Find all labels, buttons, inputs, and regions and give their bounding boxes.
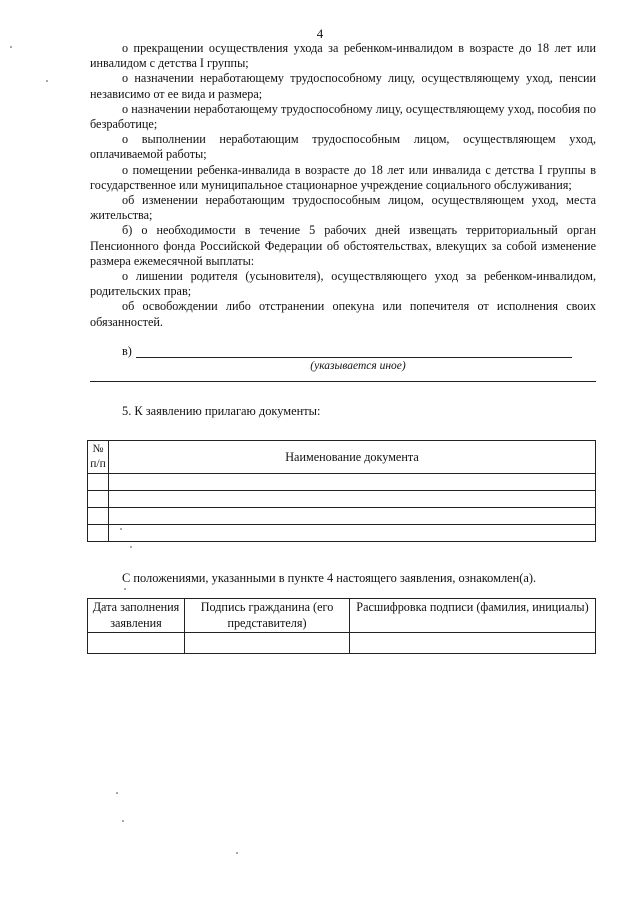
signature-table	[87, 598, 596, 654]
paragraph: о назначении неработающему трудоспособному лицу, осуществляющему уход, пособия по безработице;	[90, 101, 596, 132]
header-signature-decoding: Расшифровка подписи (фамилия, инициалы)	[350, 599, 596, 633]
header-date: Дата заполнения заявления	[88, 599, 185, 633]
scan-speck	[10, 46, 12, 48]
paragraph: об освобождении либо отстранении опекуна или попечителя от исполнения своих обязанностей.	[90, 299, 596, 329]
cell-number[interactable]	[88, 525, 109, 542]
signature-table-row	[88, 633, 596, 654]
page-number: 4	[316, 26, 324, 41]
section-5-title: 5. К заявлению прилагаю документы:	[122, 404, 321, 419]
paragraph: б) о необходимости в течение 5 рабочих дней извещать территориальный орган Пенсионного фонда Российской Федерации об обстоятельствах, влекущих за собой изменение размера ежемесячной выплаты:	[90, 223, 596, 268]
paragraph: о прекращении осуществления ухода за ребенком-инвалидом в возрасте до 18 лет или инвалидом с детства I группы;	[90, 41, 596, 71]
item-v-row	[90, 344, 596, 359]
table-row	[88, 491, 596, 508]
cell-number[interactable]	[88, 491, 109, 508]
item-v-fill-line[interactable]	[136, 357, 572, 358]
cell-document-name[interactable]	[109, 474, 596, 491]
item-v-label: в)	[122, 343, 132, 358]
document-body	[90, 41, 596, 419]
signature-table-header	[88, 599, 596, 633]
table-row	[88, 508, 596, 525]
documents-table-header	[88, 441, 596, 474]
scan-speck	[236, 852, 238, 854]
scan-speck	[116, 792, 118, 794]
cell-signature[interactable]	[185, 633, 350, 654]
table-row	[88, 525, 596, 542]
paragraph: о лишении родителя (усыновителя), осуществляющего уход за ребенком-инвалидом, родительских прав;	[90, 269, 596, 299]
scan-speck	[46, 80, 48, 82]
documents-table	[87, 440, 596, 542]
paragraph: об изменении неработающим трудоспособным лицом, осуществляющем уход, места жительства;	[90, 193, 596, 223]
cell-document-name[interactable]	[109, 508, 596, 525]
scan-speck	[124, 588, 126, 590]
scan-speck	[122, 820, 124, 822]
header-document-name: Наименование документа	[109, 441, 596, 474]
item-v-extra-line[interactable]	[90, 381, 596, 382]
paragraph: о назначении неработающему трудоспособному лицу, осуществляющему уход, пенсии независимо от ее вида и размера;	[90, 71, 596, 101]
scan-speck	[130, 546, 132, 548]
table-row	[88, 474, 596, 491]
scan-speck	[120, 528, 122, 530]
cell-document-name[interactable]	[109, 525, 596, 542]
item-v-hint: (указывается иное)	[310, 359, 406, 372]
cell-number[interactable]	[88, 508, 109, 525]
acknowledgement-text: С положениями, указанными в пункте 4 настоящего заявления, ознакомлен(а).	[122, 571, 537, 585]
header-number: № п/п	[88, 441, 109, 474]
cell-date[interactable]	[88, 633, 185, 654]
cell-document-name[interactable]	[109, 491, 596, 508]
cell-signature-decoding[interactable]	[350, 633, 596, 654]
header-signature: Подпись гражданина (его представителя)	[185, 599, 350, 633]
paragraph: о выполнении неработающим трудоспособным лицом, осуществляющем уход, оплачиваемой работы;	[90, 132, 596, 162]
paragraph: о помещении ребенка-инвалида в возрасте до 18 лет или инвалида с детства I группы в государственное или муниципальное стационарное учреждение социального обслуживания;	[90, 162, 596, 192]
cell-number[interactable]	[88, 474, 109, 491]
